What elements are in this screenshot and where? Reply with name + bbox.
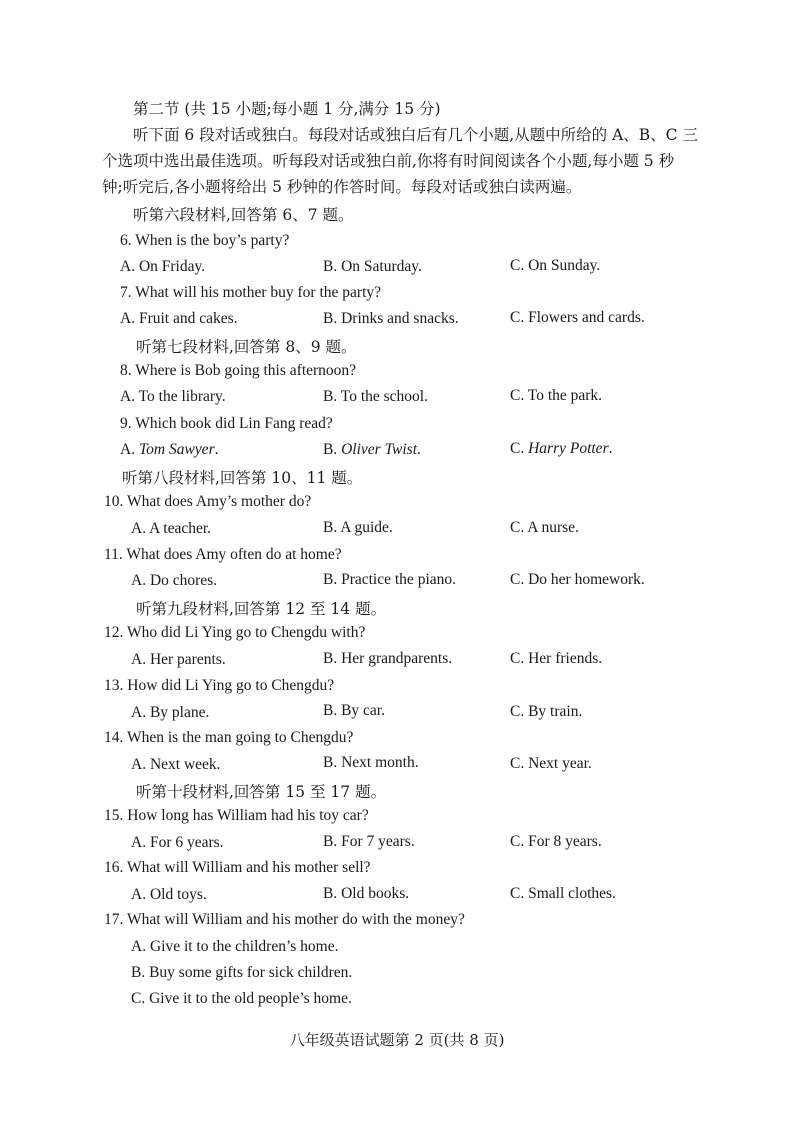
question-6-option-c: C. On Sunday. [510, 257, 601, 274]
question-10-option-b: B. A guide. [323, 519, 393, 536]
question-9-option-a-prefix: A. [120, 441, 139, 458]
question-13-stem: 13. How did Li Ying go to Chengdu? [104, 677, 335, 694]
question-13-option-a: A. By plane. [131, 704, 210, 721]
question-7-stem: 7. What will his mother buy for the party? [120, 284, 382, 301]
material-6-heading: 听第六段材料,回答第 6、7 题。 [133, 206, 354, 224]
question-12-stem: 12. Who did Li Ying go to Chengdu with? [104, 624, 366, 641]
question-14-option-b: B. Next month. [323, 754, 419, 771]
question-8-option-b: B. To the school. [323, 388, 428, 405]
question-7-option-b: B. Drinks and snacks. [323, 310, 459, 327]
material-9-heading: 听第九段材料,回答第 12 至 14 题。 [136, 600, 387, 618]
question-14-option-c: C. Next year. [510, 755, 592, 772]
question-9-option-a [120, 441, 218, 459]
material-8-heading: 听第八段材料,回答第 10、11 题。 [122, 469, 363, 487]
question-10-option-a: A. A teacher. [131, 520, 212, 537]
question-12-option-c: C. Her friends. [510, 650, 603, 667]
question-15-option-a: A. For 6 years. [131, 834, 224, 851]
question-16-option-b: B. Old books. [323, 885, 410, 902]
question-13-option-c: C. By train. [510, 703, 583, 720]
question-11-option-a: A. Do chores. [131, 572, 218, 589]
question-16-stem: 16. What will William and his mother sell? [104, 859, 371, 876]
question-12-option-b: B. Her grandparents. [323, 650, 453, 667]
section-title: 第二节 (共 15 小题;每小题 1 分,满分 15 分) [133, 100, 441, 118]
question-17-option-a: A. Give it to the children’s home. [131, 938, 339, 955]
question-15-stem: 15. How long has William had his toy car? [104, 807, 369, 824]
instructions-line-1: 听下面 6 段对话或独白。每段对话或独白后有几个小题,从题中所给的 A、B、C 三 [133, 126, 698, 144]
question-9-option-a-suffix: . [214, 441, 219, 458]
question-15-option-c: C. For 8 years. [510, 833, 602, 850]
question-13-option-b: B. By car. [323, 702, 385, 719]
question-17-option-c: C. Give it to the old people’s home. [131, 990, 352, 1007]
question-9-option-c-suffix: . [608, 440, 613, 457]
question-9-option-b-suffix: . [417, 441, 421, 458]
question-6-option-a: A. On Friday. [120, 258, 206, 275]
question-15-option-b: B. For 7 years. [323, 833, 415, 850]
question-9-option-a-title: Tom Sawyer [138, 441, 215, 458]
question-16-option-c: C. Small clothes. [510, 885, 616, 902]
question-12-option-a: A. Her parents. [131, 651, 226, 668]
question-10-stem: 10. What does Amy’s mother do? [104, 493, 312, 510]
question-17-stem: 17. What will William and his mother do with the money? [104, 911, 465, 928]
question-11-stem: 11. What does Amy often do at home? [104, 546, 342, 563]
material-10-heading: 听第十段材料,回答第 15 至 17 题。 [136, 783, 387, 801]
question-9-option-b-prefix: B. [323, 441, 342, 458]
question-7-option-a: A. Fruit and cakes. [120, 310, 238, 327]
question-6-stem: 6. When is the boy’s party? [120, 232, 290, 249]
question-8-option-a: A. To the library. [120, 388, 226, 405]
question-6-option-b: B. On Saturday. [323, 258, 422, 275]
instructions-line-2: 个选项中选出最佳选项。听每段对话或独白前,你将有时间阅读各个小题,每小题 5 秒 [102, 152, 675, 170]
question-14-option-a: A. Next week. [131, 756, 221, 773]
question-17-option-b: B. Buy some gifts for sick children. [131, 964, 353, 981]
question-9-option-c-prefix: C. [510, 440, 529, 457]
question-8-option-c: C. To the park. [510, 387, 603, 404]
question-9-option-b-title: Oliver Twist [341, 441, 418, 458]
page-footer: 八年级英语试题第 2 页(共 8 页) [289, 1031, 505, 1049]
question-8-stem: 8. Where is Bob going this afternoon? [120, 362, 357, 379]
question-9-option-c [510, 440, 612, 458]
material-7-heading: 听第七段材料,回答第 8、9 题。 [136, 338, 357, 356]
question-9-option-c-title: Harry Potter [528, 440, 609, 457]
question-10-option-c: C. A nurse. [510, 519, 579, 536]
instructions-line-3: 钟;听完后,各小题将给出 5 秒钟的作答时间。每段对话或独白读两遍。 [102, 178, 582, 196]
question-11-option-b: B. Practice the piano. [323, 571, 456, 588]
question-7-option-c: C. Flowers and cards. [510, 309, 645, 326]
question-9-stem: 9. Which book did Lin Fang read? [120, 415, 333, 432]
question-9-option-b [323, 441, 421, 459]
question-11-option-c: C. Do her homework. [510, 571, 645, 588]
question-16-option-a: A. Old toys. [131, 886, 207, 903]
question-14-stem: 14. When is the man going to Chengdu? [104, 729, 354, 746]
